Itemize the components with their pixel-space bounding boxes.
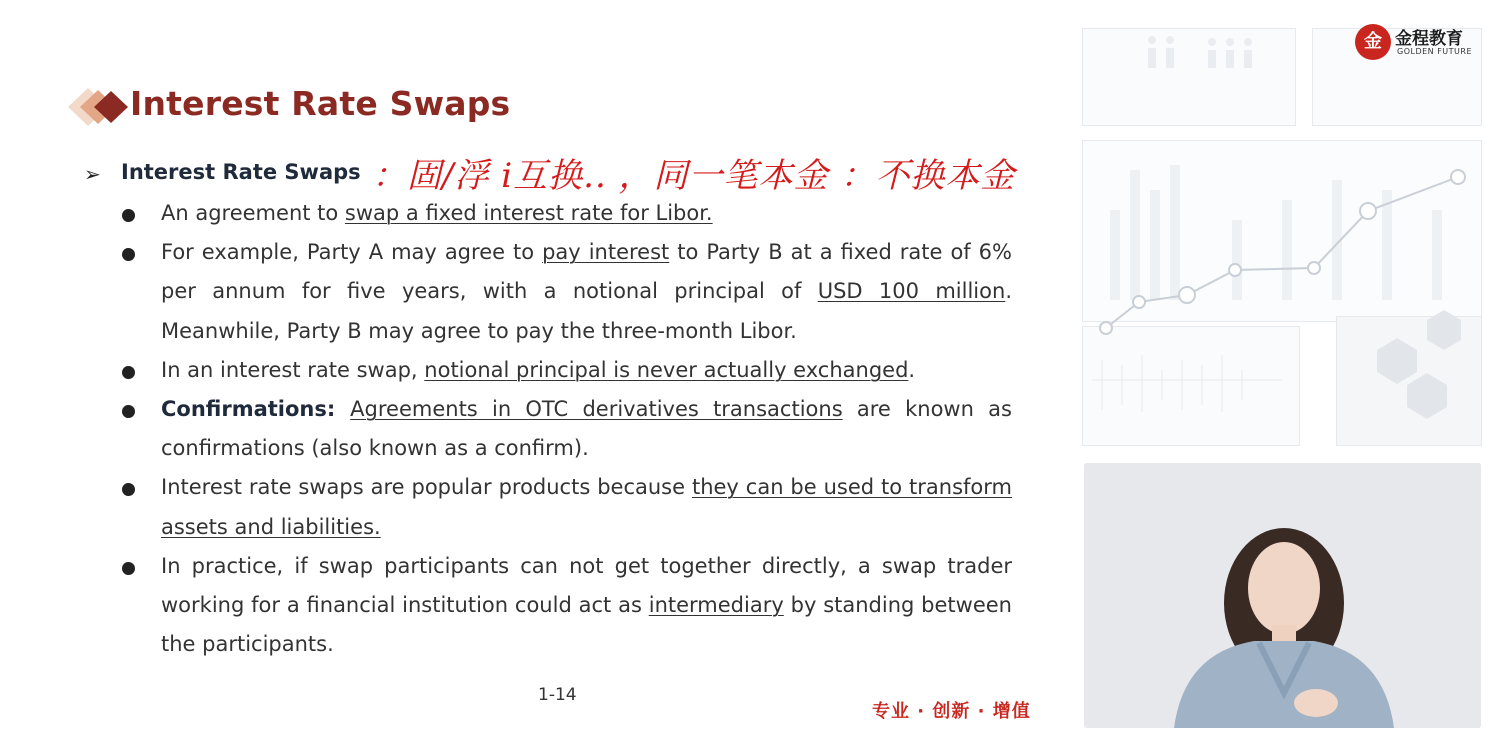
bullet-dot-icon — [122, 562, 135, 575]
logo-name-en: GOLDEN FUTURE — [1397, 47, 1473, 56]
bullet-item — [122, 468, 1012, 546]
bullet-list — [122, 194, 1012, 664]
bullet-text-segment: . — [908, 357, 916, 382]
bullet-item — [122, 547, 1012, 665]
bullet-text-segment: pay interest — [542, 240, 670, 265]
bullet-text-segment: In an interest rate swap, — [161, 357, 425, 382]
bullet-dot-icon — [122, 405, 135, 418]
bullet-dot-icon — [122, 366, 135, 379]
bullet-text-segment: For example, Party A may agree to — [161, 240, 543, 265]
bullet-item — [122, 390, 1012, 468]
bullet-text-segment: notional principal is never actually exchanged — [424, 357, 909, 382]
bullet-text-segment: to Party B at a fixed rate of 6% per annum for five years, with a notional principal of — [161, 240, 1012, 304]
page-number: 1-14 — [538, 685, 577, 705]
bullet-text-segment: . Meanwhile, Party B may agree to pay the three-month Libor. — [161, 279, 1012, 343]
bullet-text-segment: by standing between the participants. — [161, 593, 1012, 657]
title-diamonds-icon — [44, 84, 134, 130]
presenter-avatar — [1084, 463, 1481, 728]
bullet-item — [122, 351, 1012, 390]
bullet-text-segment: they can be used to transform assets and liabilities. — [161, 475, 1012, 539]
logo-mark-icon: 金 — [1355, 24, 1391, 60]
bullet-text-segment: USD 100 million — [817, 279, 1006, 304]
bullet-dot-icon — [122, 483, 135, 496]
bullet-dot-icon — [122, 209, 135, 222]
slide-title: Interest Rate Swaps — [130, 84, 511, 123]
bullet-item — [122, 194, 1012, 233]
bullet-text-segment: In practice, if swap participants can not get together directly, a swap trader working for a financial institution could act as — [161, 553, 1012, 618]
bullet-text-segment: Agreements in OTC derivatives transactions — [350, 397, 843, 422]
bullet-text-segment: An agreement to — [161, 201, 345, 225]
brand-logo — [1355, 24, 1485, 60]
bullet-dot-icon — [122, 248, 135, 261]
bullet-text-segment: swap a fixed interest rate for Libor. — [344, 201, 713, 225]
bullet-text-segment: intermediary — [648, 593, 784, 618]
bullet-text-segment: are known as confirmations (also known as a confirm). — [161, 397, 1012, 461]
decorative-background — [1082, 20, 1482, 450]
presenter-video[interactable] — [1084, 463, 1481, 728]
handwritten-annotation: ：固/浮 i互换.. ，同一笔本金 ：不换本金 — [372, 156, 1016, 196]
slogan: 专业 · 创新 · 增值 — [872, 701, 1031, 722]
logo-name-cn: 金程教育 — [1395, 29, 1463, 49]
bullet-item — [122, 233, 1012, 351]
section-heading: Interest Rate Swaps — [121, 160, 361, 184]
arrow-right-icon: ➢ — [84, 164, 101, 186]
line-chart-decoration — [1082, 20, 1482, 450]
bullet-text-segment: Interest rate swaps are popular products because — [161, 475, 692, 500]
bullet-text-segment: Confirmations: — [161, 397, 351, 422]
